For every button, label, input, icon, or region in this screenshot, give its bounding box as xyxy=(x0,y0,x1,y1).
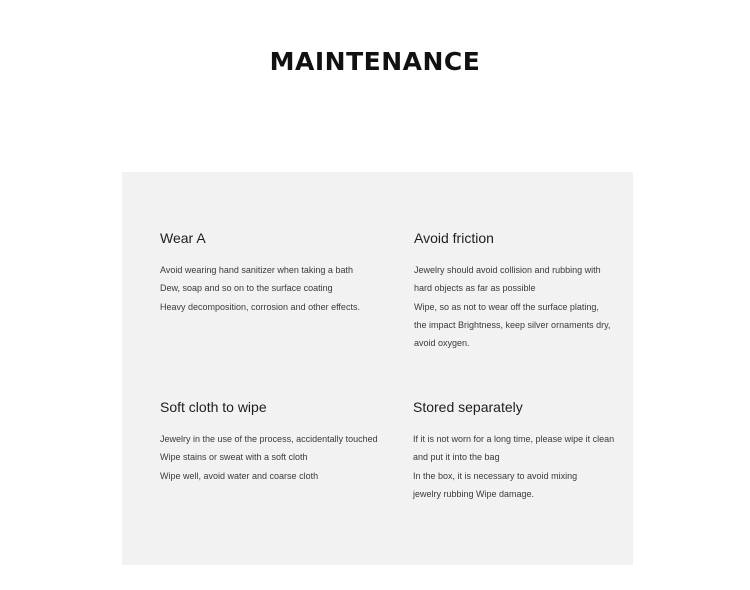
card-avoid-friction xyxy=(414,229,634,352)
card-line: Jewelry in the use of the process, accidentally touched xyxy=(160,434,378,444)
card-line: Dew, soap and so on to the surface coating xyxy=(160,283,333,294)
card-stored-separately xyxy=(413,398,633,503)
card-line: If it is not worn for a long time, please wipe it clean xyxy=(413,434,615,444)
card-heading: Avoid friction xyxy=(414,230,494,246)
card-line: Jewelry should avoid collision and rubbing with xyxy=(414,265,601,275)
card-line: avoid oxygen. xyxy=(414,338,470,349)
card-line: and put it into the bag xyxy=(413,452,500,463)
page-title: MAINTENANCE xyxy=(269,47,481,76)
card-heading: Stored separately xyxy=(413,399,523,415)
card-soft-cloth xyxy=(160,398,380,485)
card-line: Wipe stains or sweat with a soft cloth xyxy=(160,452,308,463)
card-heading: Wear A xyxy=(160,230,206,246)
card-heading: Soft cloth to wipe xyxy=(160,399,267,415)
card-line: Avoid wearing hand sanitizer when taking a bath xyxy=(160,265,353,275)
maintenance-panel xyxy=(122,172,633,565)
card-line: Wipe well, avoid water and coarse cloth xyxy=(160,470,319,481)
card-line: the impact Brightness, keep silver ornaments dry, xyxy=(414,319,611,330)
card-line: Heavy decomposition, corrosion and other effects. xyxy=(160,301,360,312)
card-wear xyxy=(160,229,380,316)
card-line: Wipe, so as not to wear off the surface plating, xyxy=(414,301,599,312)
card-line: In the box, it is necessary to avoid mixing xyxy=(413,470,578,481)
card-line: jewelry rubbing Wipe damage. xyxy=(413,488,535,499)
card-line: hard objects as far as possible xyxy=(414,283,536,294)
